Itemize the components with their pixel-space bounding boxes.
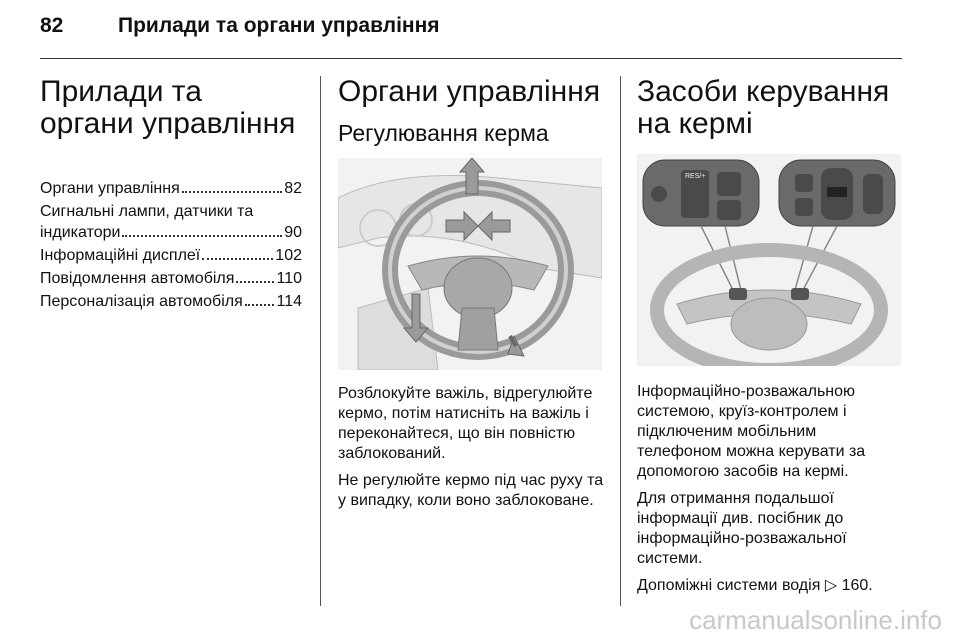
watermark-text: carmanualsonline.info (689, 605, 942, 635)
subsection-title: Регулювання керма (338, 120, 549, 146)
toc-leader (182, 191, 282, 193)
toc-leader (122, 235, 282, 237)
page-header (40, 14, 440, 38)
column-contents (40, 76, 302, 314)
table-of-contents (40, 178, 302, 312)
toc-entry-title: Органи управління (40, 180, 180, 197)
toc-entry[interactable] (40, 291, 302, 312)
driver-assistance-reference (637, 576, 901, 596)
page-reference-arrow-icon: ▷ (824, 577, 838, 594)
toc-entry[interactable] (40, 245, 302, 266)
page-reference-link[interactable]: 160. (841, 577, 873, 594)
steering-controls-drawing (637, 154, 901, 366)
toc-entry-page: 82 (284, 180, 302, 197)
toc-leader (245, 304, 275, 306)
toc-entry-page: 110 (276, 270, 302, 287)
toc-entry-page: 102 (275, 247, 302, 264)
adjustment-warning: Не регулюйте кермо під час руху та у випадку, коли воно заблоковане. (338, 472, 604, 509)
toc-entry-title: Персоналізація автомобіля (40, 293, 243, 310)
page-number: 82 (40, 14, 64, 37)
toc-entry-title: Сигнальні лампи, датчики та (40, 203, 254, 220)
res-button-label: RES/+ (685, 173, 706, 180)
steering-wheel-drawing (338, 158, 602, 370)
header-rule (40, 58, 902, 59)
column-steering-controls (637, 76, 901, 603)
toc-entry-title-cont: індикатори (40, 224, 121, 241)
column-divider-2 (620, 76, 621, 606)
header-section-title: Прилади та органи управління (118, 14, 440, 37)
controls-description: Інформаційно-розважальною системою, круїз-контролем і підключеним мобільним телефоном можна керувати за допомогою засобів на кермі. (637, 383, 866, 480)
column-divider-1 (320, 76, 321, 606)
driver-assistance-text: Допоміжні системи водія (637, 577, 821, 594)
controls-reference: Для отримання подальшої інформації див. посібник до інформаційно-розважальної системи. (637, 490, 847, 567)
toc-entry-title: Інформаційні дисплеї (40, 247, 201, 264)
toc-leader (202, 258, 273, 260)
section-title: Органи управління (338, 75, 601, 108)
toc-entry[interactable] (40, 268, 302, 289)
steering-adjustment-illustration (338, 158, 602, 370)
toc-entry-page: 114 (276, 293, 302, 310)
toc-entry[interactable] (40, 201, 302, 243)
adjustment-instruction: Розблокуйте важіль, відрегулюйте кермо, потім натисніть на важіль і переконайтеся, що він повністю заблокований. (338, 385, 593, 462)
column-steering-adjustment (338, 76, 604, 518)
steering-controls-illustration (637, 154, 901, 366)
chapter-title: Прилади та органи управління (40, 75, 296, 140)
toc-entry-page: 90 (284, 224, 302, 241)
toc-entry[interactable] (40, 178, 302, 199)
toc-entry-title: Повідомлення автомобіля (40, 270, 235, 287)
section-title: Засоби керування на кермі (637, 75, 890, 140)
toc-leader (236, 281, 274, 283)
